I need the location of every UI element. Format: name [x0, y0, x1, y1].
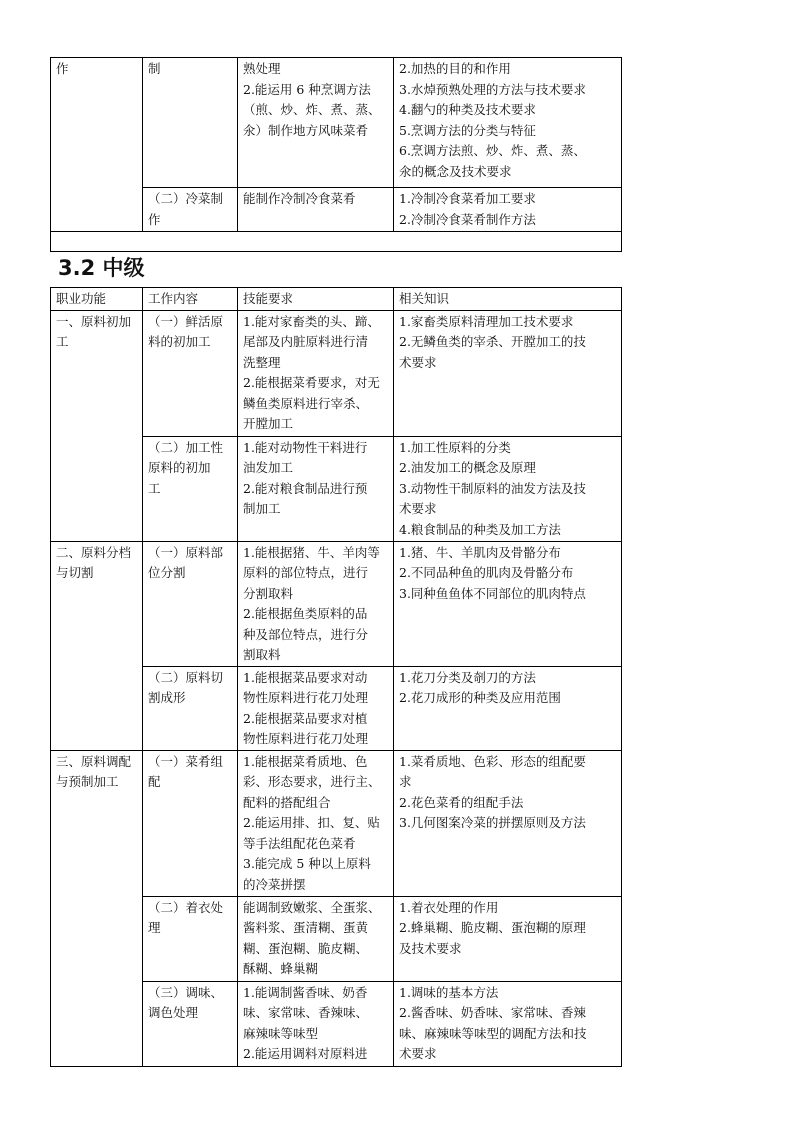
cell-line: 尾部及内脏原料进行清	[243, 334, 369, 349]
cell-line: 1.猪、牛、羊肌肉及骨骼分布	[399, 544, 561, 560]
cell-line: 2.能运用 6 种烹调方法	[243, 81, 371, 97]
table-row	[51, 310, 622, 436]
cell-line: 调色处理	[148, 1005, 199, 1020]
cell-line: 1.家畜类原料清理加工技术要求	[399, 313, 574, 329]
knowledge-cell	[394, 541, 622, 666]
knowledge-cell	[394, 896, 622, 981]
cell-line: （一）原料部	[148, 544, 224, 560]
cell-line: （煎、炒、炸、煮、蒸、	[243, 102, 381, 117]
cell-line: （三）调味、	[148, 984, 224, 1000]
func-cell	[51, 750, 143, 1066]
cell-line: 配	[148, 774, 161, 789]
cell-line: 1.花刀分类及剞刀的方法	[399, 669, 536, 685]
cell-line: 1.加工性原料的分类	[399, 439, 511, 455]
cell-line: 1.能根据菜品要求对动	[243, 669, 368, 685]
cell-line: 制加工	[243, 501, 281, 516]
cell-line: 物性原料进行花刀处理	[243, 731, 369, 746]
skills-cell	[238, 58, 394, 188]
content-cell	[143, 750, 238, 896]
cell-line: 2.能运用排、扣、复、贴	[243, 815, 380, 830]
cell-line: 5.烹调方法的分类与特征	[399, 122, 536, 138]
cell-line: 工	[56, 334, 69, 349]
cell-line: 油发加工	[243, 460, 294, 475]
func-cell	[51, 541, 143, 750]
cell-line: 工	[148, 480, 161, 496]
cell-line: 二、原料分档	[56, 544, 132, 560]
knowledge-cell	[394, 188, 622, 232]
cell-line: 2.油发加工的概念及原理	[399, 460, 536, 475]
cell-line: 鳞鱼类原料进行宰杀、	[243, 395, 369, 411]
cell-line: （二）着衣处	[148, 899, 224, 915]
cell-line: 割成形	[148, 690, 186, 705]
cell-line: 与切割	[56, 565, 94, 580]
top-table	[50, 57, 622, 252]
cell-line: 原料的初加	[148, 460, 211, 475]
cell-line: 1.着衣处理的作用	[399, 899, 499, 915]
skills-cell	[238, 436, 394, 541]
cell-line: 及技术要求	[399, 940, 462, 956]
skills-cell	[238, 310, 394, 436]
cell-line: 麻辣味等味型	[243, 1025, 319, 1041]
cell-line: 2.冷制冷食菜肴制作方法	[399, 211, 536, 227]
cell-line: 能调制致嫩浆、全蛋浆、	[243, 899, 381, 915]
cell-line: 1.冷制冷食菜肴加工要求	[399, 191, 536, 206]
cell-line: 2.能对粮食制品进行预	[243, 480, 368, 496]
skills-cell	[238, 750, 394, 896]
cell-line: 4.翻勺的种类及技术要求	[399, 102, 536, 117]
cell-line: 糊、蛋泡糊、脆皮糊、	[243, 940, 369, 956]
knowledge-cell	[394, 750, 622, 896]
knowledge-cell	[394, 666, 622, 750]
cell-line: 氽）制作地方风味菜肴	[243, 122, 369, 138]
cell-line: （二）冷菜制	[148, 191, 224, 206]
cell-line: 2.能根据菜品要求对植	[243, 710, 368, 726]
knowledge-cell	[394, 436, 622, 541]
skills-cell	[238, 188, 394, 232]
cell-line: 能制作冷制冷食菜肴	[243, 191, 356, 206]
cell-line: （一）鲜活原	[148, 313, 224, 329]
content-cell	[143, 541, 238, 666]
cell-line: 2.花色菜肴的组配手法	[399, 794, 524, 810]
cell-line: 1.能调制酱香味、奶香	[243, 984, 368, 1000]
header-cell: 工作内容	[143, 288, 238, 311]
table-row	[51, 58, 622, 188]
cell-line: 料的初加工	[148, 334, 211, 349]
cell-line: 等手法组配花色菜肴	[243, 835, 356, 851]
cell-line: 6.烹调方法煎、炒、炸、煮、蒸、	[399, 143, 586, 158]
cell-line: 开膛加工	[243, 416, 294, 431]
cell-line: 位分割	[148, 565, 186, 580]
cell-line: 术要求	[399, 354, 437, 370]
cell-line: 3.同种鱼鱼体不同部位的肌肉特点	[399, 585, 586, 601]
cell-line: 味、麻辣味等味型的调配方法和技	[399, 1025, 587, 1041]
cell-line: 1.能根据菜肴质地、色	[243, 753, 368, 769]
skills-cell	[238, 541, 394, 666]
cell-line: 彩、形态要求，进行主、	[243, 774, 381, 789]
cell-line: 3.水焯预熟处理的方法与技术要求	[399, 81, 586, 97]
cell-line: （二）加工性	[148, 439, 224, 455]
cell-line: 与预制加工	[56, 774, 119, 789]
cell-line: 理	[148, 920, 161, 935]
cell-line: （二）原料切	[148, 669, 224, 685]
cell-line: 2.酱香味、奶香味、家常味、香辣	[399, 1005, 586, 1020]
cell-line: 割取料	[243, 647, 281, 662]
cell-line: 2.花刀成形的种类及应用范围	[399, 690, 561, 705]
knowledge-cell	[394, 981, 622, 1066]
cell-line: 2.蜂巢糊、脆皮糊、蛋泡糊的原理	[399, 920, 586, 935]
header-cell: 职业功能	[51, 288, 143, 311]
cell-line: 术要求	[399, 1046, 437, 1061]
cell-line: 1.菜肴质地、色彩、形态的组配要	[399, 753, 586, 769]
cell-line: 1.能对家畜类的头、蹄、	[243, 313, 380, 329]
header-cell: 相关知识	[394, 288, 622, 311]
empty-cell	[51, 232, 622, 252]
cell-line: 2.无鳞鱼类的宰杀、开膛加工的技	[399, 334, 586, 349]
cell-line: 洗整理	[243, 354, 281, 370]
cell-line: 种及部位特点，进行分	[243, 626, 369, 642]
cell-line: 2.能运用调料对原料进	[243, 1046, 368, 1061]
cell-line: 三、原料调配	[56, 753, 132, 769]
cell-line: 术要求	[399, 501, 437, 516]
table-row	[51, 541, 622, 666]
table-row	[51, 750, 622, 896]
skills-cell	[238, 896, 394, 981]
main-table	[50, 287, 622, 1067]
cell-line: 求	[399, 774, 412, 789]
header-row	[51, 288, 622, 311]
content-cell	[143, 436, 238, 541]
cell-line: 酱料浆、蛋清糊、蛋黄	[243, 920, 369, 935]
empty-row	[51, 232, 622, 252]
cell-line: 3.能完成 5 种以上原料	[243, 856, 371, 871]
cell-line: 一、原料初加	[56, 313, 132, 329]
cell-line: 配料的搭配组合	[243, 794, 331, 810]
cell-line: 4.粮食制品的种类及加工方法	[399, 521, 561, 537]
cell-line: 2.能根据鱼类原料的品	[243, 606, 368, 621]
cell-line: 2.能根据菜肴要求，对无	[243, 375, 380, 390]
cell-line: 物性原料进行花刀处理	[243, 690, 369, 705]
cell-line: 2.不同品种鱼的肌肉及骨骼分布	[399, 565, 574, 580]
content-cell	[143, 58, 238, 188]
cell-line: 制	[148, 61, 161, 76]
cell-line: 3.动物性干制原料的油发方法及技	[399, 480, 586, 496]
cell-line: 作	[148, 211, 161, 227]
cell-line: 2.加热的目的和作用	[399, 61, 511, 76]
cell-line: 1.能根据猪、牛、羊肉等	[243, 544, 380, 560]
func-cell	[51, 310, 143, 541]
cell-line: 1.调味的基本方法	[399, 984, 499, 1000]
cell-line: （一）菜肴组	[148, 753, 224, 769]
cell-line: 味、家常味、香辣味、	[243, 1005, 369, 1020]
cell-line: 分割取料	[243, 585, 294, 601]
knowledge-cell	[394, 58, 622, 188]
header-cell: 技能要求	[238, 288, 394, 311]
knowledge-cell	[394, 310, 622, 436]
cell-line: 1.能对动物性干料进行	[243, 439, 368, 455]
skills-cell	[238, 981, 394, 1066]
cell-line: 熟处理	[243, 61, 281, 76]
content-cell	[143, 188, 238, 232]
cell-line: 酥糊、蜂巢糊	[243, 961, 319, 976]
cell-line: 氽的概念及技术要求	[399, 163, 512, 179]
content-cell	[143, 310, 238, 436]
cell-line: 原料的部位特点，进行	[243, 565, 369, 580]
cell-line: 的冷菜拼摆	[243, 876, 306, 892]
skills-cell	[238, 666, 394, 750]
cell-line: 3.几何图案冷菜的拼摆原则及方法	[399, 815, 586, 830]
section-title: 3.2 中级	[58, 256, 145, 280]
content-cell	[143, 666, 238, 750]
cell-line: 作	[56, 61, 69, 76]
content-cell	[143, 981, 238, 1066]
content-cell	[143, 896, 238, 981]
func-cell	[51, 58, 143, 232]
